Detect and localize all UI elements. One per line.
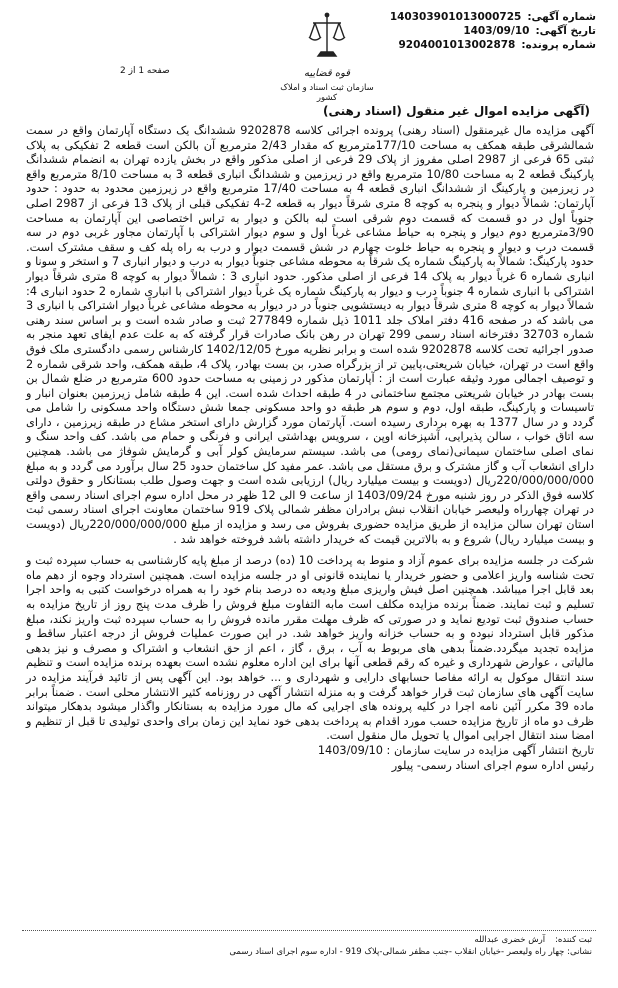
- logo-judiciary-text: قوه قضاییه: [303, 68, 351, 79]
- body-paragraph: آگهی مزایده مال غیرمنقول (اسناد رهنی) پرونده اجرائی کلاسه 9202878 ششدانگ یک دستگاه آپارتمان واقع در سمت شمالشرقی طبقه همکف به مساحت 177/10مترمربع که مقدار 2/43 مترمربع آن بالکن است قطعه 2 تفکیکی به پلاک ثبتی 65 فرعی از 2987 اصلی مفروز از پلاک 29 فرعی از اصلی مذکور واقع در بخش یازده تهران به انضمام ششدانگ پارکینگ قطعه 2 به مساحت 10/80 مترمربع واقع در زیرزمین و ششدانگ انباری قطعه 3 به مساحت 8/10 مترمربع واقع در زیرزمین و پارکینگ از ششدانگ انباری قطعه 4 به مساحت 17/40 مترمربع واقع در زیرزمین محدود به حدود : حدود آپارتمان: شمالاً دیوار و پنجره به کوچه 8 متری شرقاً دیوار به قطعه 2-4 تفکیکی قبلی از پلاک 13 فرعی از 2987 اصلی جنوباً اول در دو قسمت که قسمت دوم شرقی است لبه بالکن و دیوار به تراس اختصاصی این آپارتمان به مساحت 3/90مترمربع دوم دیوار و پنجره به حیاط مشاعی غرباً اول و سوم دیوار اشتراکی با آپارتمان مجاور غربی دوم در سه قسمت درب و دیوار و پنجره به حیاط خلوت چهارم در شش قسمت دیوار و درب به راه پله کف و سقف مشترک است. حدود پارکینگ: شمالاً به پارکینگ شماره یک شرقاً به محوطه مشاعی جنوباً دیوار به درب و دیوار انباری 7 و استخر و سونا و انباری شماره 6 غرباً دیوار به پلاک 14 فرعی از اصلی مذکور. حدود انباری 3 : شمالاً دیوار به کوچه 8 متری شرقاً دیوار اشتراکی با انباری شماره 4 جنوباً درب و دیوار به پارکینگ شماره یک غرباً دیوار اشتراکی با انباری شماره 2 حدود انباری 4: شمالاً دیوار به کوچه 8 متری شرقاً دیوار به دیستشویی جنوباً در در دیوار به محوطه مشاعی غرباً دیوار اشتراکی با انباری 3 می باشد که در صفحه 416 دفتر املاک جلد 1011 ذیل شماره 277849 ثبت و صادر شده است و بر اساس سند رهنی شماره 32703 دفترخانه اسناد رسمی 299 تهران در رهن بانک صادرات قرار گرفته که به علت عدم ایفای تعهد منجر به صدور اجرائیه تحت کلاسه 9202878 شده است و برابر نظریه مورخ 1402/12/05 کارشناس رسمی دادگستری ملک فوق واقع است در تهران، خیابان شریعتی،پایین تر از بزرگراه صدر، بن بست بهادر، پلاک 4، طبقه همکف، واحد شرقی شماره 2 و توصیف اجمالی مورد وثیقه عبارت است از : آپارتمان مذکور در زمینی به مساحت حدود 600 مترمربع در ضلع شمال بن بست بهادر در خیابان شریعتی مجتمع ساختمانی در 4 طبقه احداث شده است. این 4 طبقه شامل زیرزمین بعنوان انبار و تاسیسات و پارکینگ، طبقه اول، دوم و سوم هر طبقه دو واحد مسکونی جمعا شش دستگاه واحد مسکونی را شامل می گردد و در سال 1377 به بهره برداری رسیده است. آپارتمان مورد گزارش دارای استخر مشاع در طبقه زیرزمین ، دارای سه اتاق خواب ، سالن پذیرایی، آشپزخانه اوپن ، سرویس بهداشتی ایرانی و فرنگی و حمام می باشد. کف واحد سنگ و نمای اصلی ساختمان سیمانی(نمای رومی) می باشد. سیستم سرمایش کولر آبی و گرمایش شوفاژ می باشد. همچنین دارای انشعاب آب و گاز مشترک و برق مستقل می باشد. عمر مفید کل ساختمان حدود 25 سال برآورد می گردد و به مبلغ 220/000/000/000ریال (دویست و بیست میلیارد ریال) ارزیابی شده است و جهت وصول طلب بستانکار و حقوق دولتی کلاسه فوق الذکر در روز شنبه مورخ 1403/09/24 از ساعت 9 الی 12 ظهر در محل اداره سوم اجرای اسناد رسمی واقع در تهران چهارراه ولیعصر خیابان انقلاب نبش برادران مظفر شمالی پلاک 919 ساختمان معاونت اجرای اسناد رسمی ثبت استان تهران سالن مزایده از طریق مزایده حضوری بفروش می رسد و مزایده از مبلغ 220/000/000/000ریال (دویست و بیست میلیارد ریال) شروع و به بالاترین قیمت که خریدار داشته باشد فروخته خواهد شد .: [26, 124, 595, 546]
- footer: [22, 934, 592, 958]
- notice-body: [26, 124, 594, 773]
- scales-of-justice-icon: [307, 10, 347, 62]
- publish-date-line: تاریخ انتشار آگهی مزایده در سایت سازمان : 1403/09/10: [317, 743, 594, 757]
- body-paragraph: شرکت در جلسه مزایده برای عموم آزاد و منوط به پرداخت 10 (ده) درصد از مبلغ پایه کارشناسی به حساب سپرده ثبت و تحت شناسه واریز اعلامی و حضور خریدار یا نماینده قانونی او در جلسه مزایده است. همچنین استرداد وجوه از دهم ماه بعد قابل اجرا میباشد. همچنین اصل فیش واریزی مبلغ ودیعه ده درصد بنام خود را به همراه درخواست کتبی به واحد اجرا تسلیم و ثبت نمایند. ضمناً برنده مزایده مکلف است مابه التفاوت مبلغ فروش را ظرف مدت پنج روز از تاریخ مزایده به حساب صندوق ثبت تودیع نماید و در صورتی که ظرف مهلت مقرر مانده فروش را به حساب سپرده ثبت واریز نکند، مبلغ مذکور قابل استرداد نبوده و به حساب خزانه واریز خواهد شد. در این صورت عملیات فروش از درجه اعتبار ساقط و مزایده تجدید میگردد.ضمناً بدهی های مربوط به آب ، برق ، گاز ، اعم از حق انشعاب و اشتراک و مصرف و نیز بدهی مالیاتی ، عوارض شهرداری و غیره که رقم قطعی آنها برای این اداره معلوم نشده است بعهده برنده مزایده است و تنظیم سند انتقال موکول به ارائه مفاصا حسابهای دارایی و شهرداری و ... خواهد بود. این آگهی پس از تائید فرآیند مزایده در سایت آگهی های سازمان ثبت قرار خواهد گرفت و به منزله انتشار آگهی در روزنامه کثیر الانتشار محلی است . ضمناً برابر ماده 39 مکرر آئین نامه اجرا در کلیه پرونده های اجرایی که مال مورد مزایده به بستانکار واگذار میشود بدهکار میتواند ظرف دو ماه از تاریخ مزایده حسب مورد اقدام به پرداخت بدهی خود نماید این زمان برای واحدی تولیدی تا قبل از تنظیم و امضا سند انتقال اجرایی اموال یا تحویل مال منقول است.: [26, 554, 594, 743]
- judiciary-logo: [272, 10, 382, 103]
- meta-value: 9204001013002878: [398, 39, 516, 51]
- meta-row-notice-number: [346, 10, 596, 24]
- meta-label: تاریخ آگهی:: [535, 25, 596, 37]
- registrar-name: آرش خضری عبدالله: [474, 935, 546, 945]
- meta-row-case-number: [346, 38, 596, 52]
- registrar-label: ثبت کننده:: [555, 935, 592, 945]
- meta-row-notice-date: [346, 24, 596, 38]
- notice-meta: [346, 10, 596, 52]
- notice-title: (آگهی مزایده اموال غیر منقول (اسناد رهنی): [323, 104, 590, 118]
- signer-line: رئیس اداره سوم اجرای اسناد رسمی- پیلور: [391, 758, 594, 772]
- footer-registrar: [22, 934, 592, 946]
- logo-organization-text: سازمان ثبت اسناد و املاک کشور: [280, 83, 374, 103]
- footer-address: نشانی: چهار راه ولیعصر -خیابان انقلاب -جنب مظفر شمالی-پلاک 919 - اداره سوم اجرای اسناد رسمی: [229, 947, 592, 957]
- meta-label: شماره آگهی:: [527, 11, 596, 23]
- meta-value: 1403/09/10: [463, 25, 530, 37]
- meta-value: 140303901013000725: [389, 11, 522, 23]
- page-number: صفحه 1 از 2: [120, 66, 170, 76]
- meta-label: شماره پرونده:: [521, 39, 596, 51]
- footer-divider: [22, 930, 596, 931]
